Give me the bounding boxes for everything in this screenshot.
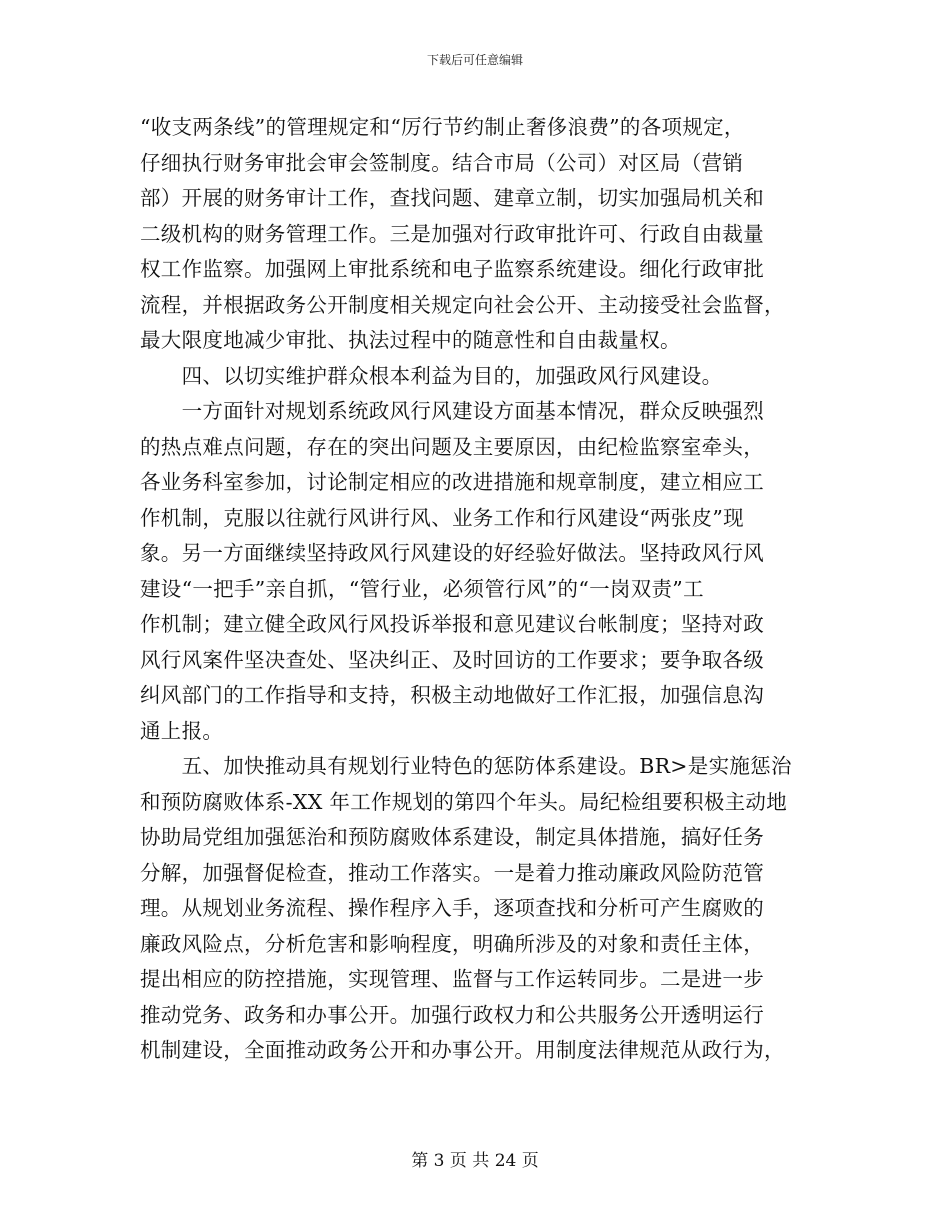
- text-line: 建设“一把手”亲自抓，“管行业，必须管行风”的“一岗双责”工: [140, 576, 704, 601]
- text-line: 廉政风险点，分析危害和影响程度，明确所涉及的对象和责任主体，: [140, 931, 764, 956]
- text-line: “收支两条线”的管理规定和“厉行节约制止奢侈浪费”的各项规定，: [140, 115, 745, 139]
- text-line: 通上报。: [140, 718, 224, 743]
- text-line: 分解，加强督促检查，推动工作落实。一是着力推动廉政风险防范管: [140, 860, 764, 885]
- text-line: 流程，并根据政务公开制度相关规定向社会公开、主动接受社会监督，: [140, 292, 785, 317]
- text-line: 一方面针对规划系统政风行风建设方面基本情况，群众反映强烈: [140, 399, 764, 423]
- text-line: 各业务科室参加，讨论制定相应的改进措施和规章制度，建立相应工: [140, 470, 764, 494]
- text-line: 作机制；建立健全政风行风投诉举报和意见建议台帐制度；坚持对政: [140, 612, 764, 636]
- text-line: 理。从规划业务流程、操作程序入手，逐项查找和分析可产生腐败的: [140, 896, 764, 920]
- text-line: 机制建设，全面推动政务公开和办事公开。用制度法律规范从政行为，: [140, 1038, 785, 1062]
- text-line: 部）开展的财务审计工作，查找问题、建章立制，切实加强局机关和: [140, 186, 764, 210]
- page-header: 下载后可任意编辑: [426, 53, 523, 67]
- text-line: 象。另一方面继续坚持政风行风建设的好经验好做法。坚持政风行风: [140, 541, 764, 565]
- text-line: 推动党务、政务和办事公开。加强行政权力和公共服务公开透明运行: [140, 1002, 764, 1027]
- text-line: 作机制，克服以往就行风讲行风、业务工作和行风建设“两张皮”现: [140, 505, 744, 530]
- text-line: 四、以切实维护群众根本利益为目的，加强政风行风建设。: [140, 363, 723, 388]
- text-line: 提出相应的防控措施，实现管理、监督与工作运转同步。二是进一步: [140, 967, 764, 991]
- text-line: 纠风部门的工作指导和支持，积极主动地做好工作汇报，加强信息沟: [140, 683, 764, 707]
- body-text: [140, 110, 805, 1069]
- text-line: 的热点难点问题，存在的突出问题及主要原因，由纪检监察室牵头，: [140, 434, 764, 459]
- text-line: 风行风案件坚决查处、坚决纠正、及时回访的工作要求；要争取各级: [140, 647, 764, 672]
- text-line: 二级机构的财务管理工作。三是加强对行政审批许可、行政自由裁量: [140, 221, 764, 246]
- text-line: 协助局党组加强惩治和预防腐败体系建设，制定具体措施，搞好任务: [140, 825, 764, 849]
- page-footer: 第 3 页 共 24 页: [411, 1151, 539, 1171]
- text-line: 仔细执行财务审批会审会签制度。结合市局（公司）对区局（营销: [140, 150, 744, 175]
- text-line: 五、加快推动具有规划行业特色的惩防体系建设。BR>是实施惩治: [140, 754, 792, 778]
- text-line: 权工作监察。加强网上审批系统和电子监察系统建设。细化行政审批: [140, 257, 764, 281]
- text-line: 和预防腐败体系-XX 年工作规划的第四个年头。局纪检组要积极主动地: [140, 789, 788, 814]
- text-line: 最大限度地减少审批、执法过程中的随意性和自由裁量权。: [140, 328, 681, 352]
